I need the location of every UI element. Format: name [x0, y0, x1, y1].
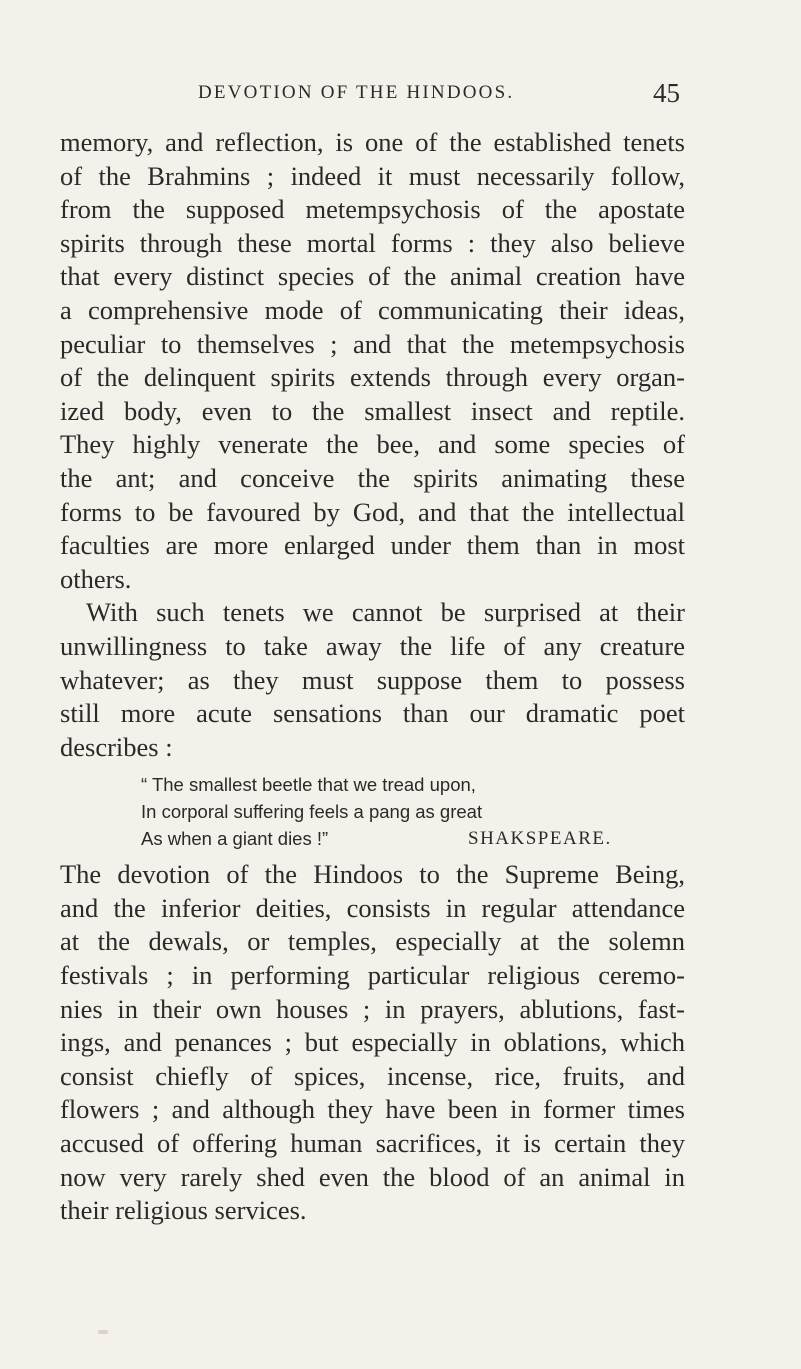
text-line: memory, and reflection, is one of the established tenets — [60, 127, 685, 157]
text-line: and the inferior deities, consists in regular attendance — [60, 892, 685, 923]
text-line: peculiar to themselves ; and that the metempsychosis — [60, 328, 685, 359]
running-title: DEVOTION OF THE HINDOOS. — [198, 82, 515, 103]
text-line: unwillingness to take away the life of any creature — [60, 630, 685, 661]
text-line: a comprehensive mode of communicating their ideas, — [60, 294, 685, 325]
text-line: others. — [60, 563, 132, 594]
page-number: 45 — [653, 78, 680, 108]
text-line: faculties are more enlarged under them than in most — [60, 530, 685, 561]
paragraph-2 — [60, 596, 685, 764]
quote-line: In corporal suffering feels a pang as great — [141, 801, 483, 823]
text-line: The devotion of the Hindoos to the Supreme Being, — [60, 859, 685, 890]
text-line: flowers ; and although they have been in former times — [60, 1094, 685, 1125]
text-line: nies in their own houses ; in prayers, ablutions, fast- — [60, 993, 685, 1024]
text-line: the ant; and conceive the spirits animating these — [60, 462, 685, 493]
paper-blemish — [98, 1330, 108, 1334]
text-line: With such tenets we cannot be surprised at their — [86, 597, 685, 628]
quote-line: “ The smallest beetle that we tread upon, — [141, 774, 476, 796]
text-line: consist chiefly of spices, incense, rice, fruits, and — [60, 1060, 685, 1091]
text-line: at the dewals, or temples, especially at the solemn — [60, 926, 685, 957]
quote-attribution: SHAKSPEARE. — [468, 828, 612, 850]
text-line: whatever; as they must suppose them to possess — [60, 664, 685, 695]
text-line: ized body, even to the smallest insect and reptile. — [60, 395, 685, 426]
text-line: from the supposed metempsychosis of the apostate — [60, 194, 685, 225]
text-line: accused of offering human sacrifices, it is certain they — [60, 1128, 685, 1159]
text-line: describes : — [60, 731, 173, 762]
text-line: ings, and penances ; but especially in oblations, which — [60, 1027, 685, 1058]
text-line: forms to be favoured by God, and that the intellectual — [60, 496, 685, 527]
verse-quote — [60, 771, 661, 852]
quote-line-text: As when a giant dies !” — [141, 828, 329, 850]
text-line: of the delinquent spirits extends through every organ- — [60, 362, 685, 393]
body-text — [60, 126, 685, 1228]
text-line: of the Brahmins ; indeed it must necessarily follow, — [60, 160, 685, 191]
page-header — [60, 78, 680, 114]
text-line: spirits through these mortal forms : they also believe — [60, 227, 685, 258]
text-line: still more acute sensations than our dramatic poet — [60, 698, 685, 729]
text-line: that every distinct species of the animal creation have — [60, 261, 685, 292]
paragraph-3 — [60, 858, 685, 1228]
text-line: now very rarely shed even the blood of an animal in — [60, 1161, 685, 1192]
text-line: They highly venerate the bee, and some species of — [60, 429, 685, 460]
quote-line-last — [141, 825, 661, 852]
text-line: festivals ; in performing particular religious ceremo- — [60, 960, 685, 991]
paragraph-1 — [60, 126, 685, 596]
text-line: their religious services. — [60, 1195, 307, 1226]
